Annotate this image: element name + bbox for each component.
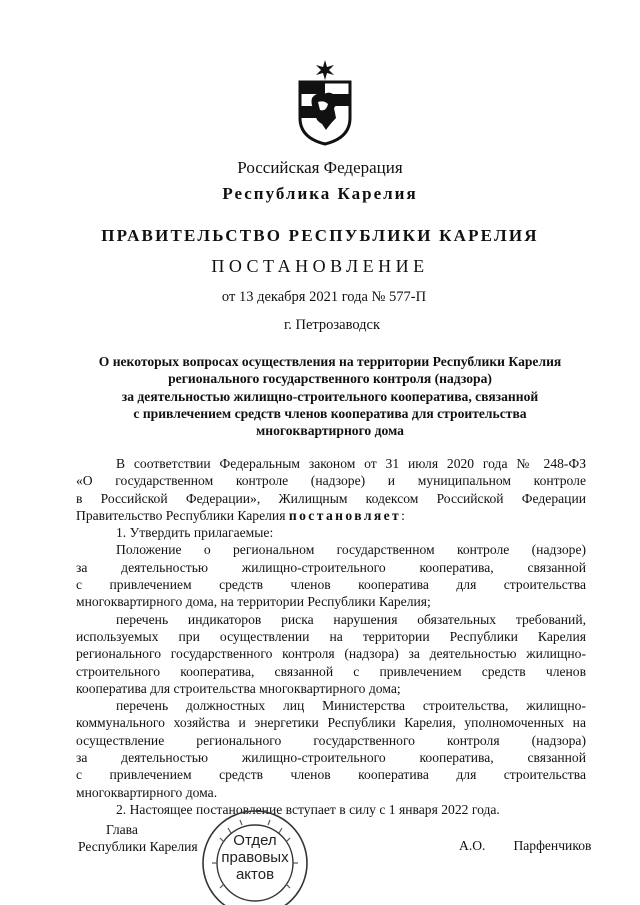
body-line: «О государственном контроле (надзоре) и муниципальном контроле [76,473,586,489]
body-line: коммунального хозяйства и энергетики Республики Карелия, уполномоченных на [76,715,586,731]
document-city: г. Петрозаводск [283,317,381,333]
coat-of-arms-icon [296,58,354,146]
body-line: в Российской Федерации», Жилищным кодексом Российской Федерации [76,490,586,506]
body-text: : [401,507,405,523]
body-line: В соответствии Федеральным законом от 31 июля 2020 года № 248-ФЗ [116,456,586,471]
document-body [76,455,586,818]
decree-word: постановляет [288,507,402,523]
body-line: многоквартирного дома, на территории Республики Карелия; [76,594,431,610]
subject-line: за деятельностью жилищно-строительного кооператива, связанной [121,388,539,404]
signatory-title-line: Республики Карелия [78,839,198,855]
subject-line: О некоторых вопросах осуществления на территории Республики Карелия [98,354,562,369]
republic-name: Республика Карелия [222,184,418,203]
subject-line: регионального государственного контроля (надзора) [168,371,492,387]
body-line: используемых при осуществлении на территории Республики Карелия [76,628,586,644]
signatory-title [78,821,198,856]
body-line: 1. Утвердить прилагаемые: [116,525,274,541]
body-text: Правительство Республики Карелия [76,507,289,523]
document-date: от 13 декабря 2021 года № 577-П [221,289,427,305]
body-line: строительного кооператива, связанной с привлечением средств членов [76,663,586,679]
stamp-text: правовых [221,849,289,866]
official-stamp [200,808,310,905]
stamp-text: актов [235,866,275,883]
body-line: Положение о региональном государственном контроле (надзоре) [116,542,586,558]
signatory-name [459,838,591,854]
body-line: с привлечением средств членов кооператива для строительства [76,767,586,783]
body-line: 2. Настоящее постановление вступает в силу с 1 января 2022 года. [116,801,500,817]
document-subject [70,353,590,439]
body-line [76,507,586,524]
document-type: ПОСТАНОВЛЕНИЕ [211,256,429,276]
signatory-surname: Парфенчиков [513,838,592,853]
country-name: Российская Федерация [237,158,403,177]
body-line: перечень индикаторов риска нарушения обязательных требований, [116,611,586,627]
body-line: за деятельностью жилищно-строительного кооператива, связанной [76,559,586,575]
government-name: ПРАВИТЕЛЬСТВО РЕСПУБЛИКИ КАРЕЛИЯ [101,226,539,245]
body-line: за деятельностью жилищно-строительного кооператива, связанной [76,750,586,766]
signatory-title-line: Глава [106,822,138,837]
stamp-text: Отдел [233,832,277,849]
signatory-initials: А.О. [459,838,486,853]
body-line: осуществление регионального государственного контроля (надзора) [76,732,586,748]
body-line: кооператива для строительства многоквартирного дома; [76,680,401,696]
body-line: многоквартирного дома. [76,784,218,800]
body-line: регионального государственного контроля (надзора) за деятельностью жилищно- [76,646,586,662]
subject-line: с привлечением средств членов кооператива для строительства [133,405,527,421]
subject-line: многоквартирного дома [256,423,404,439]
body-line: перечень должностных лиц Министерства строительства, жилищно- [116,698,586,714]
body-line: с привлечением средств членов кооператива для строительства [76,577,586,593]
